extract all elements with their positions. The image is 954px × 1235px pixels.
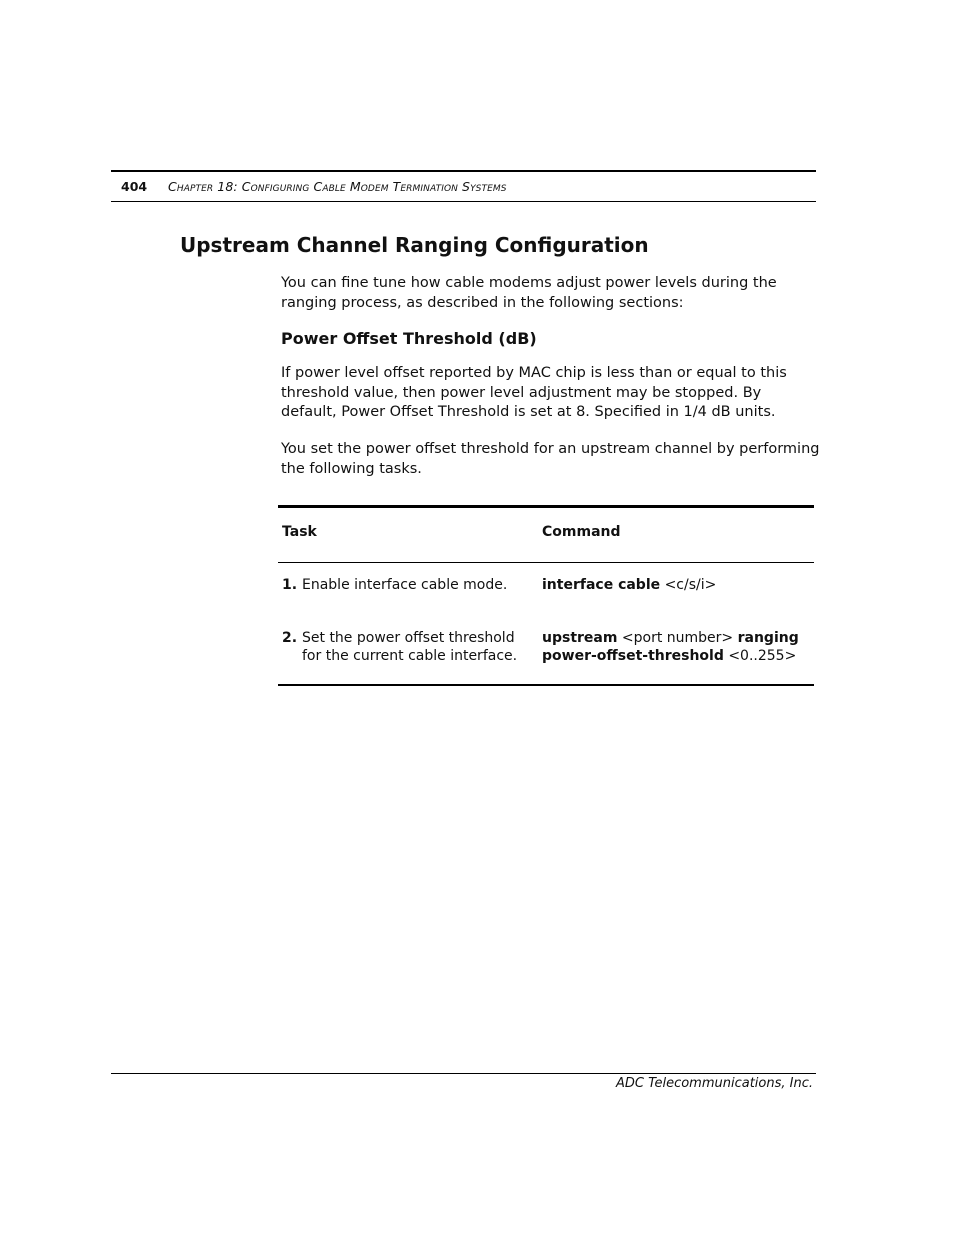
table-rule-bottom [278,684,814,686]
header-rule-bottom [111,201,816,202]
threshold-description: If power level offset reported by MAC chip is less than or equal to this threshold value, then power level adjustment may be stopped. By default, Power Offset Threshold is set at 8. Specified in 1/4 dB units. [281,365,787,420]
command-argument: <c/s/i> [660,577,717,593]
column-header-command: Command [542,524,621,540]
step-number: 1. [282,577,298,593]
header-rule-top [111,170,816,172]
command-argument: <port number> [617,630,738,646]
page-number: 404 [121,179,148,194]
tasks-intro: You set the power offset threshold for an upstream channel by performing the following tasks. [281,441,820,477]
task-description: Enable interface cable mode. [302,577,508,593]
section-title: Upstream Channel Ranging Configuration [180,233,649,257]
command-syntax [542,630,810,665]
step-number: 2. [282,630,298,646]
command-keyword: ranging power-offset-threshold [542,630,799,664]
command-syntax [542,577,810,595]
subsection-title: Power Offset Threshold (dB) [281,329,537,348]
table-rule-top [278,505,814,508]
footer-company: ADC Telecommunications, Inc. [616,1076,813,1091]
task-description: Set the power offset threshold for the current cable interface. [302,630,518,664]
running-head: Chapter 18: Configuring Cable Modem Termination Systems [168,179,507,194]
command-keyword: interface cable [542,577,661,593]
command-argument: <0..255> [723,647,797,664]
footer-rule [111,1073,816,1074]
intro-paragraph: You can fine tune how cable modems adjust power levels during the ranging process, as described in the following sections: [281,275,777,311]
column-header-task: Task [282,524,317,540]
table-rule-header [278,562,814,563]
command-keyword: upstream [542,630,618,646]
